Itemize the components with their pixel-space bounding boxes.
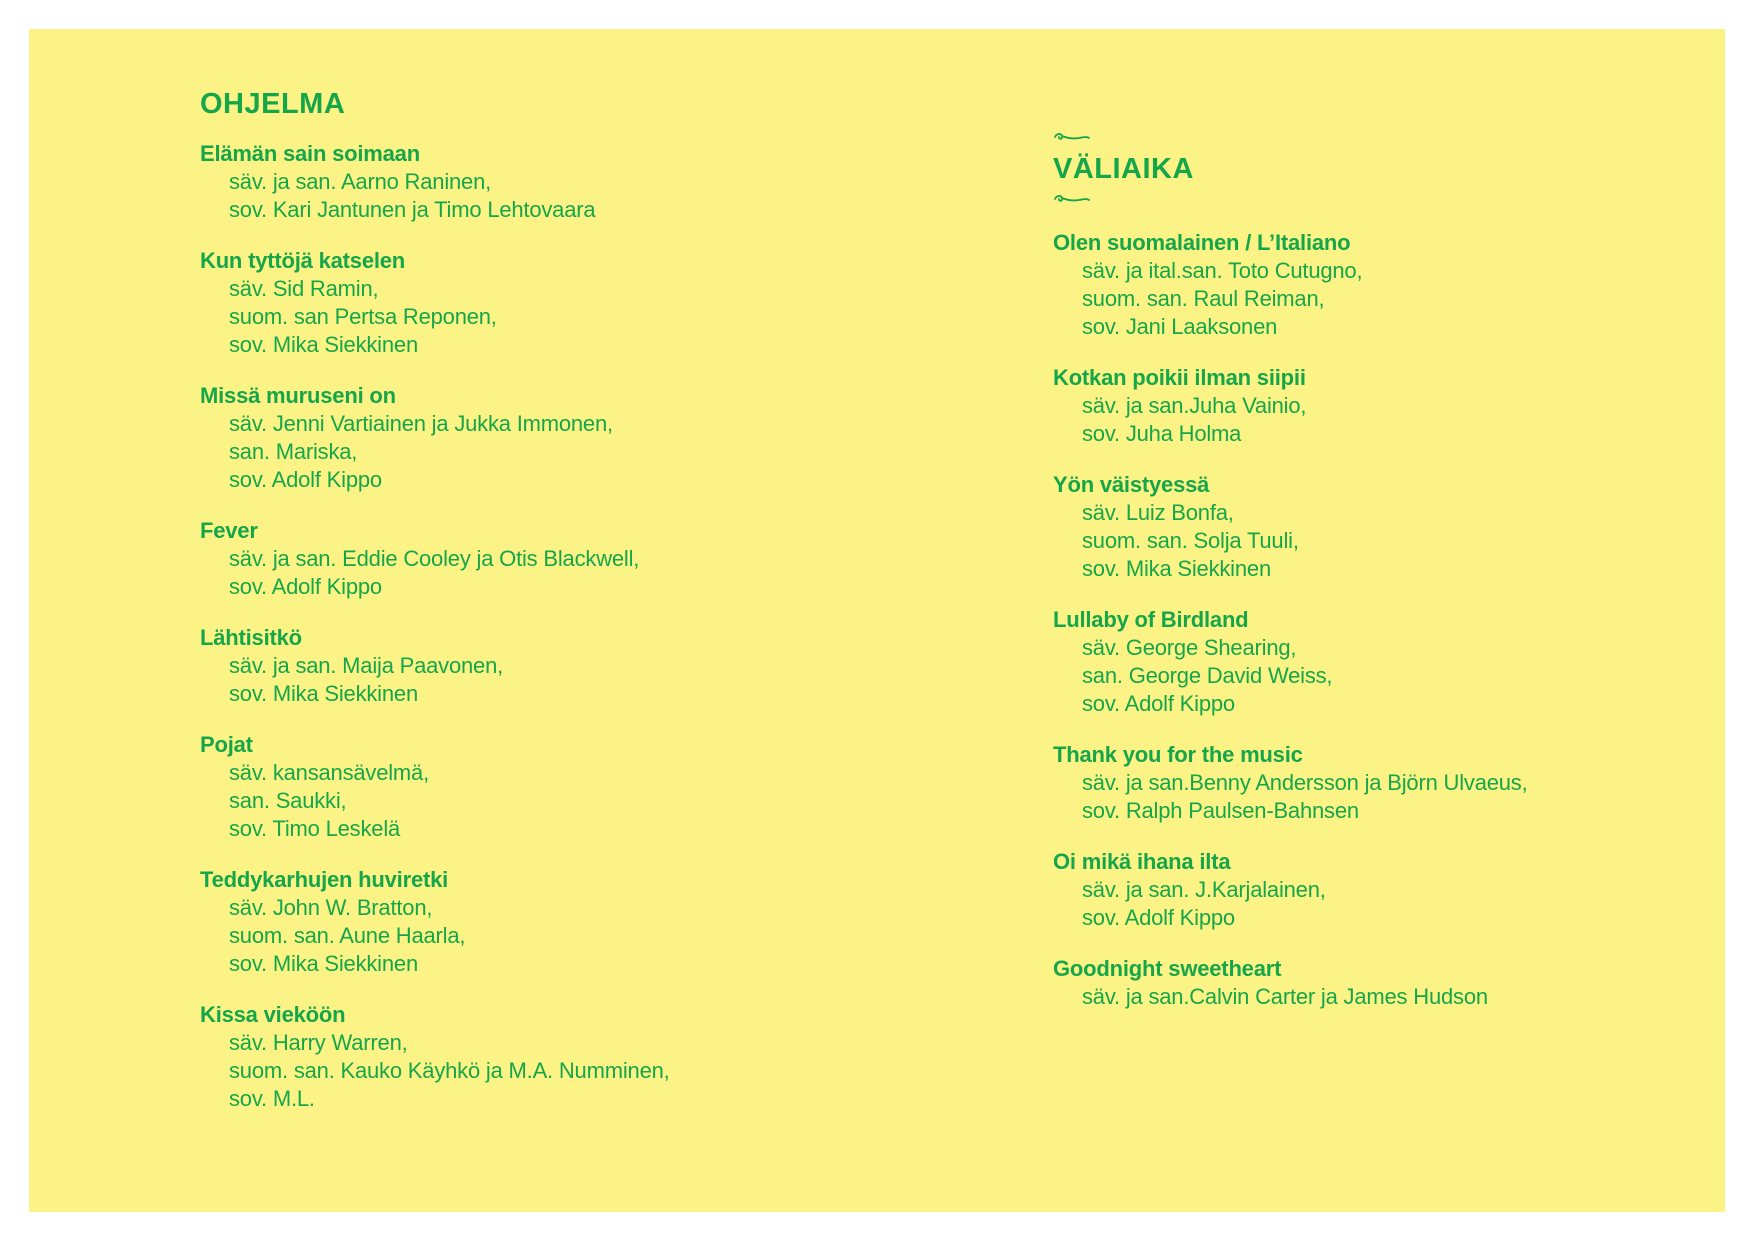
song-credit: suom. san. Solja Tuuli, [1082,528,1299,553]
song-credit: säv. Luiz Bonfa, [1082,500,1234,525]
song-entry [1053,471,1693,583]
song-title: Fever [200,518,258,543]
song-title: Goodnight sweetheart [1053,956,1282,981]
song-credit: säv. ja san. Eddie Cooley ja Otis Blackwell, [229,546,640,571]
song-credit: sov. Ralph Paulsen-Bahnsen [1082,798,1359,823]
intermission-heading: VÄLIAIKA [1053,153,1194,185]
song-credit: sov. Adolf Kippo [1082,691,1235,716]
song-credit: sov. Adolf Kippo [229,467,382,492]
song-entry [200,382,980,494]
song-credit: suom. san. Kauko Käyhkö ja M.A. Numminen, [229,1058,670,1083]
song-credit: suom. san. Aune Haarla, [229,923,466,948]
song-credit: säv. Sid Ramin, [229,276,379,301]
song-credit: sov. Mika Siekkinen [229,681,418,706]
song-credit: sov. Adolf Kippo [1082,905,1235,930]
song-entry [200,140,980,224]
swirl-ornament-icon [1053,131,1091,143]
song-title: Thank you for the music [1053,742,1303,767]
song-credit: säv. ja san. Maija Paavonen, [229,653,504,678]
song-entry [200,731,980,843]
song-credit: sov. Juha Holma [1082,421,1242,446]
song-credit: sov. Jani Laaksonen [1082,314,1278,339]
song-title: Elämän sain soimaan [200,141,420,166]
program-column-left [200,84,980,1136]
song-entry [200,1001,980,1113]
song-title: Yön väistyessä [1053,472,1210,497]
song-title: Lähtisitkö [200,625,302,650]
song-credit: säv. ja ital.san. Toto Cutugno, [1082,258,1363,283]
song-credit: säv. Jenni Vartiainen ja Jukka Immonen, [229,411,613,436]
song-credit: sov. Mika Siekkinen [1082,556,1271,581]
song-entry [200,247,980,359]
song-title: Pojat [200,732,253,757]
song-title: Kotkan poikii ilman siipii [1053,365,1306,390]
program-heading: OHJELMA [200,88,346,120]
song-credit: sov. Mika Siekkinen [229,951,418,976]
song-credit: san. Saukki, [229,788,347,813]
song-title: Oi mikä ihana ilta [1053,849,1231,874]
program-column-right [1053,131,1693,1034]
song-entry [200,866,980,978]
song-list-left [200,140,980,1113]
song-entry [1053,848,1693,932]
song-credit: san. George David Weiss, [1082,663,1333,688]
song-entry [1053,606,1693,718]
song-entry [200,624,980,708]
song-title: Teddykarhujen huviretki [200,867,449,892]
song-credit: sov. Kari Jantunen ja Timo Lehtovaara [229,197,596,222]
song-list-right [1053,229,1693,1011]
swirl-ornament-icon [1053,193,1091,205]
song-credit: säv. kansansävelmä, [229,760,430,785]
song-credit: sov. Timo Leskelä [229,816,401,841]
song-title: Lullaby of Birdland [1053,607,1249,632]
song-credit: säv. ja san.Calvin Carter ja James Hudson [1082,984,1488,1009]
song-title: Olen suomalainen / L’Italiano [1053,230,1351,255]
song-entry [1053,955,1693,1011]
song-credit: säv. Harry Warren, [229,1030,408,1055]
song-credit: säv. ja san. J.Karjalainen, [1082,877,1326,902]
song-title: Kissa vieköön [200,1002,346,1027]
song-credit: sov. Adolf Kippo [229,574,382,599]
song-entry [1053,741,1693,825]
song-title: Missä muruseni on [200,383,396,408]
song-credit: säv. George Shearing, [1082,635,1297,660]
song-credit: sov. Mika Siekkinen [229,332,418,357]
program-sheet [29,29,1725,1212]
song-entry [1053,364,1693,448]
song-entry [200,517,980,601]
song-credit: suom. san Pertsa Reponen, [229,304,497,329]
song-entry [1053,229,1693,341]
song-credit: suom. san. Raul Reiman, [1082,286,1325,311]
song-credit: säv. ja san.Benny Andersson ja Björn Ulvaeus, [1082,770,1528,795]
song-credit: sov. M.L. [229,1086,315,1111]
song-credit: san. Mariska, [229,439,358,464]
song-credit: säv. ja san.Juha Vainio, [1082,393,1307,418]
song-credit: säv. ja san. Aarno Raninen, [229,169,492,194]
song-title: Kun tyttöjä katselen [200,248,406,273]
song-credit: säv. John W. Bratton, [229,895,433,920]
